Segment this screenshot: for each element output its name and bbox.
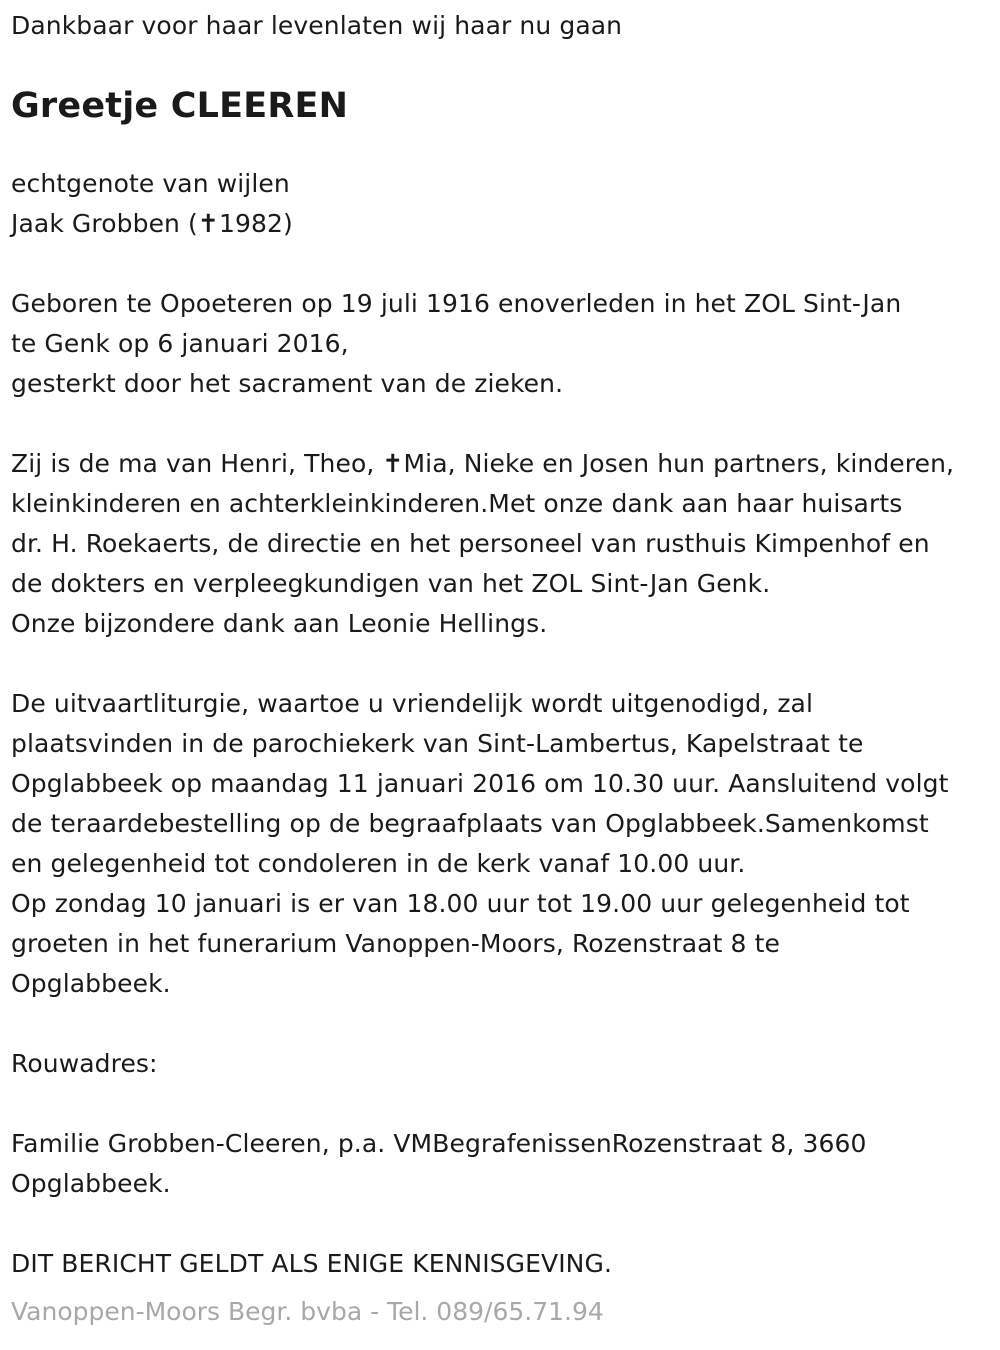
paragraph-line: Onze bijzondere dank aan Leonie Hellings.	[11, 609, 548, 638]
paragraph-line: kleinkinderen en achterkleinkinderen.Met onze dank aan haar huisarts	[11, 489, 903, 518]
opening-line: Dankbaar voor haar levenlaten wij haar nu gaan	[11, 11, 623, 40]
paragraph-line: gesterkt door het sacrament van de zieken.	[11, 369, 564, 398]
deceased-name: Greetje CLEEREN	[11, 86, 349, 126]
paragraph-line: plaatsvinden in de parochiekerk van Sint-Lambertus, Kapelstraat te	[11, 729, 864, 758]
paragraph-line: Opglabbeek op maandag 11 januari 2016 om 10.30 uur. Aansluitend volgt	[11, 769, 949, 798]
paragraph-line: dr. H. Roekaerts, de directie en het personeel van rusthuis Kimpenhof en	[11, 529, 930, 558]
paragraph-line: groeten in het funerarium Vanoppen-Moors, Rozenstraat 8 te	[11, 929, 780, 958]
paragraph-line: Geboren te Opoeteren op 19 juli 1916 enoverleden in het ZOL Sint-Jan	[11, 289, 902, 318]
family-paragraph	[11, 444, 991, 644]
paragraph-line: de dokters en verpleegkundigen van het ZOL Sint-Jan Genk.	[11, 569, 771, 598]
paragraph-line: Op zondag 10 januari is er van 18.00 uur tot 19.00 uur gelegenheid tot	[11, 889, 910, 918]
paragraph-line: De uitvaartliturgie, waartoe u vriendelijk wordt uitgenodigd, zal	[11, 689, 814, 718]
birth-death-paragraph	[11, 284, 991, 404]
paragraph-line: de teraardebestelling op de begraafplaats van Opglabbeek.Samenkomst	[11, 809, 929, 838]
funeral-paragraph	[11, 684, 991, 1004]
spacer	[11, 244, 991, 284]
obituary-notice	[11, 6, 991, 1284]
paragraph-line: Opglabbeek.	[11, 969, 171, 998]
footer-undertaker: Vanoppen-Moors Begr. bvba - Tel. 089/65.71.94	[11, 1297, 604, 1326]
spacer	[11, 644, 991, 684]
paragraph-line: te Genk op 6 januari 2016,	[11, 329, 349, 358]
address-line: Familie Grobben-Cleeren, p.a. VMBegrafenissenRozenstraat 8, 3660	[11, 1129, 867, 1158]
relation-line: echtgenote van wijlen	[11, 169, 290, 198]
address-paragraph	[11, 1124, 991, 1204]
address-label: Rouwadres:	[11, 1049, 158, 1078]
spacer	[11, 1204, 991, 1244]
spacer	[11, 1084, 991, 1124]
spacer	[11, 1004, 991, 1044]
paragraph-line: Zij is de ma van Henri, Theo, ✝Mia, Nieke en Josen hun partners, kinderen,	[11, 449, 955, 478]
relation-spouse-line: Jaak Grobben (✝1982)	[11, 209, 293, 238]
paragraph-line: en gelegenheid tot condoleren in de kerk vanaf 10.00 uur.	[11, 849, 746, 878]
spacer	[11, 404, 991, 444]
address-line: Opglabbeek.	[11, 1169, 171, 1198]
notice-line: DIT BERICHT GELDT ALS ENIGE KENNISGEVING.	[11, 1249, 612, 1278]
